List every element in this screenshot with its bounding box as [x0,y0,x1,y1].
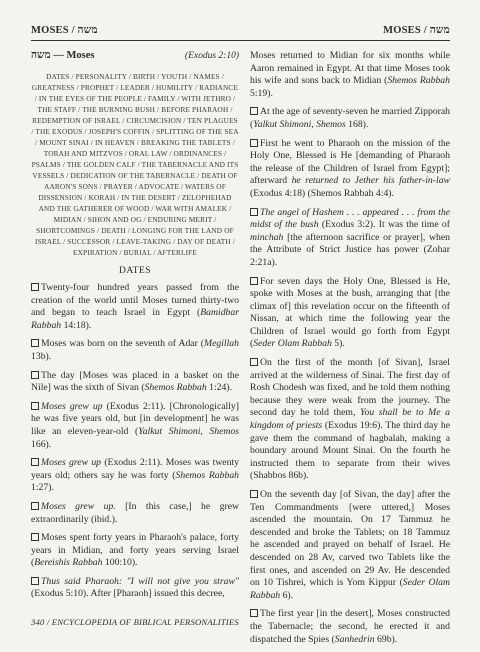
citation-source: Shemos Rabbah [144,382,207,394]
citation-source: Shemos Rabbah [175,469,240,481]
paragraph-text: Twenty-four hundred years passed from the creation of the world until Moses turned thirty-two and began to teach Israel in Egypt ( [31,282,239,319]
quoted-verse: The angel of Hashem . . . appeared . . . from the midst of the bush [250,206,450,231]
paragraph-text: (Exodus 5:10). After [Pharaoh] issued this decree, [31,588,225,600]
citation-source: Yalkut Shimoni, Shemos [138,425,240,437]
checkbox-marker-icon [31,339,39,347]
checkbox-marker-icon [31,458,39,466]
checkbox-marker-icon [31,502,39,510]
citation-ref: 5:19). [250,87,273,99]
paragraph [31,576,239,601]
paragraph-text: On the seventh day [of Sivan, the day] after the Ten Commandments [were uttered,] Moses ascended the mountain. On 17 Tammuz he descended and broke the Tablets; on 18 Tammuz he ascended and prayed on behalf of Israel. He descended on 28 Av, carved two Tablets like the first ones, and ascended on 29 Av. He descended on 10 Tishrei, which is Yom Kippur ( [250,489,450,589]
paragraph-text: For seven days the Holy One, Blessed is He, spoke with Moses at the bush, arranging that [the climax of] this revelation occur on the fifteenth of Nissan, at which time the following year the Children of Israel would go forth from Egypt ( [250,275,450,350]
paragraph-text: On the first of the month [of Sivan], Israel arrived at the wilderness of Sinai. The first day of Rosh Chodesh was fixed, and he told them nothing because they were weak from the journey. The second day he told them, [250,357,450,419]
paragraph-text: [In this case,] he grew extraordinarily (ibid.). [31,500,239,525]
paragraph [250,357,450,483]
citation-ref: (Exodus 4:18) (Shemos Rabbah 4:4). [250,187,394,199]
entry-title: משה — Moses [31,50,95,61]
citation-ref: 166). [31,438,52,450]
paragraph-text: At the age of seventy-seven he married Zipporah ( [250,106,450,130]
checkbox-marker-icon [250,358,258,366]
paragraph [250,207,450,270]
paragraph [31,532,239,570]
paragraph [31,401,239,451]
running-header-right: MOSES / משה [383,25,450,36]
paragraph [31,501,239,526]
paragraph-text: (Exodus 3:2). It was the time of [318,219,451,231]
checkbox-marker-icon [31,577,39,585]
paragraph [31,457,239,495]
citation-source: Megillah [204,338,239,350]
citation-source: Bamidbar Rabbah [31,307,239,331]
section-heading: DATES [118,266,152,276]
paragraph-text: The first year [in the desert], Moses constructed the Tabernacle; the second, he erected it and dispatched the Spies ( [250,608,450,645]
entry-heading [31,50,239,66]
citation-ref: 168). [345,118,369,130]
citation-ref: 100:10). [102,557,138,569]
citation-ref: 14:18). [61,319,92,331]
quoted-verse: Moses grew up [41,457,102,469]
running-header-left: MOSES / משה [31,25,98,36]
citation-ref: [the afternoon sacrifice or prayer], when the Attribute of Strict Justice has power (Zohar 2:21a). [250,231,450,268]
paragraph [250,276,450,352]
right-paragraphs [250,50,450,646]
citation-source: Seder Olam Rabbah [250,577,450,601]
checkbox-marker-icon [31,533,39,541]
left-column [31,50,239,607]
paragraph [250,106,450,131]
checkbox-marker-icon [31,371,39,379]
checkbox-marker-icon [250,208,258,216]
header-rule [31,40,450,41]
citation-ref: 1:24). [206,382,232,394]
checkbox-marker-icon [250,490,258,498]
paragraph-text: Moses returned to Midian for six months while Aaron remained in Egypt. At that time Moses took his wife and sons back to Midian ( [250,50,450,87]
paragraph [31,370,239,395]
paragraph-text: (Exodus 2:11). [Chronologically] he was five years old, but [in development] he was like an eleven-year-old ( [31,400,239,437]
paragraph [250,50,450,100]
paragraph [250,489,450,602]
checkbox-marker-icon [250,107,258,115]
citation-source: he returned to Jether his father-in-law [291,175,451,187]
paragraph [250,608,450,646]
checkbox-marker-icon [31,283,39,291]
citation-source: You shall be to Me a kingdom of priests [250,407,450,432]
citation-ref: (Exodus 19:6). The third day he gave them the command of hagbalah, making a boundary around Mount Sinai. On the fourth he instructed them to separate from their wives (Shabbos 86b). [250,420,450,482]
citation-ref: 6). [280,589,294,601]
quoted-verse: Moses grew up [41,400,103,412]
paragraph-text: Moses spent forty years in Pharaoh's palace, forty years in Midian, and forty years serving Israel ( [31,532,239,569]
page-footer: 340 / ENCYCLOPEDIA OF BIBLICAL PERSONALITIES [31,617,239,627]
citation-source: Seder Olam Rabbah [253,338,332,350]
paragraph-text: The day [Moses was placed in a basket on the Nile] was the sixth of Sivan ( [31,369,239,394]
citation-source: Sanhedrin [334,633,375,645]
checkbox-marker-icon [250,277,258,285]
paragraph-text: (Exodus 2:11). Moses was twenty years old; others say he was forty ( [31,457,239,481]
paragraph [31,282,239,332]
entry-reference: (Exodus 2:10) [184,51,239,61]
citation-ref: 1:27). [31,482,54,494]
citation-source: Shemos Rabbah [387,75,450,87]
left-paragraphs [31,282,239,601]
paragraph-text: First he went to Pharaoh on the mission of the Holy One, Blessed is He [demanding of Pharaoh the release of the Children of Israel from Egypt]; afterward [250,137,450,187]
citation-source: Bereishis Rabbah [34,557,103,569]
paragraph [250,138,450,201]
citation-ref: 5). [331,338,345,350]
paragraph [31,338,239,363]
right-column [250,50,450,652]
checkbox-marker-icon [250,609,258,617]
quoted-verse: Thus said Pharaoh: "I will not give you straw" [41,575,239,587]
checkbox-marker-icon [250,139,258,147]
checkbox-marker-icon [31,402,39,410]
keyword-index: DATES / PERSONALITY / BIRTH / YOUTH / NAMES / GREATNESS / PROPHET / LEADER / HUMILITY / RADIANCE / IN THE EYES OF THE PEOPLE / FAMILY / WITH JETHRO / THE STAFF / THE BURNING BUSH / BEFORE PHARAOH / REDEMPTION OF ISRAEL / CIRCUMCISION / TEN PLAGUES / THE EXODUS / JOSEPH'S COFFIN / SPLITTING OF THE SEA / MOUNT SINAI / IN HEAVEN / BREAKING THE TABLETS / TORAH AND MITZVOS / ORAL LAW / ORDINANCES / PSALMS / THE GOLDEN CALF / THE TABERNACLE AND ITS VESSELS / DEDICATION OF THE TABERNACLE / DEATH OF AARON'S SONS / PRAYER / ADVOCATE / WATERS OF DISSENSION / KORAH / IN THE DESERT / ZELOPHEHAD AND THE GATHERER OF WOOD / WAR WITH AMALEK / MIDIAN / SIHON AND OG / ENDURING MERIT / SHORTCOMINGS / DEATH / LONGING FOR THE LAND OF ISRAEL / SUCCESSOR / LEAVE-TAKING / DAY OF DEATH / EXPIRATION / BURIAL / AFTERLIFE [31,72,239,257]
quoted-verse: Moses grew up. [41,500,116,512]
paragraph-text: Moses was born on the seventh of Adar ( [41,338,205,350]
citation-ref: 13b). [31,350,52,362]
citation-source: minchah [250,231,284,243]
citation-source: Yalkut Shimoni, Shemos [253,118,346,130]
citation-ref: 69b). [374,633,398,645]
